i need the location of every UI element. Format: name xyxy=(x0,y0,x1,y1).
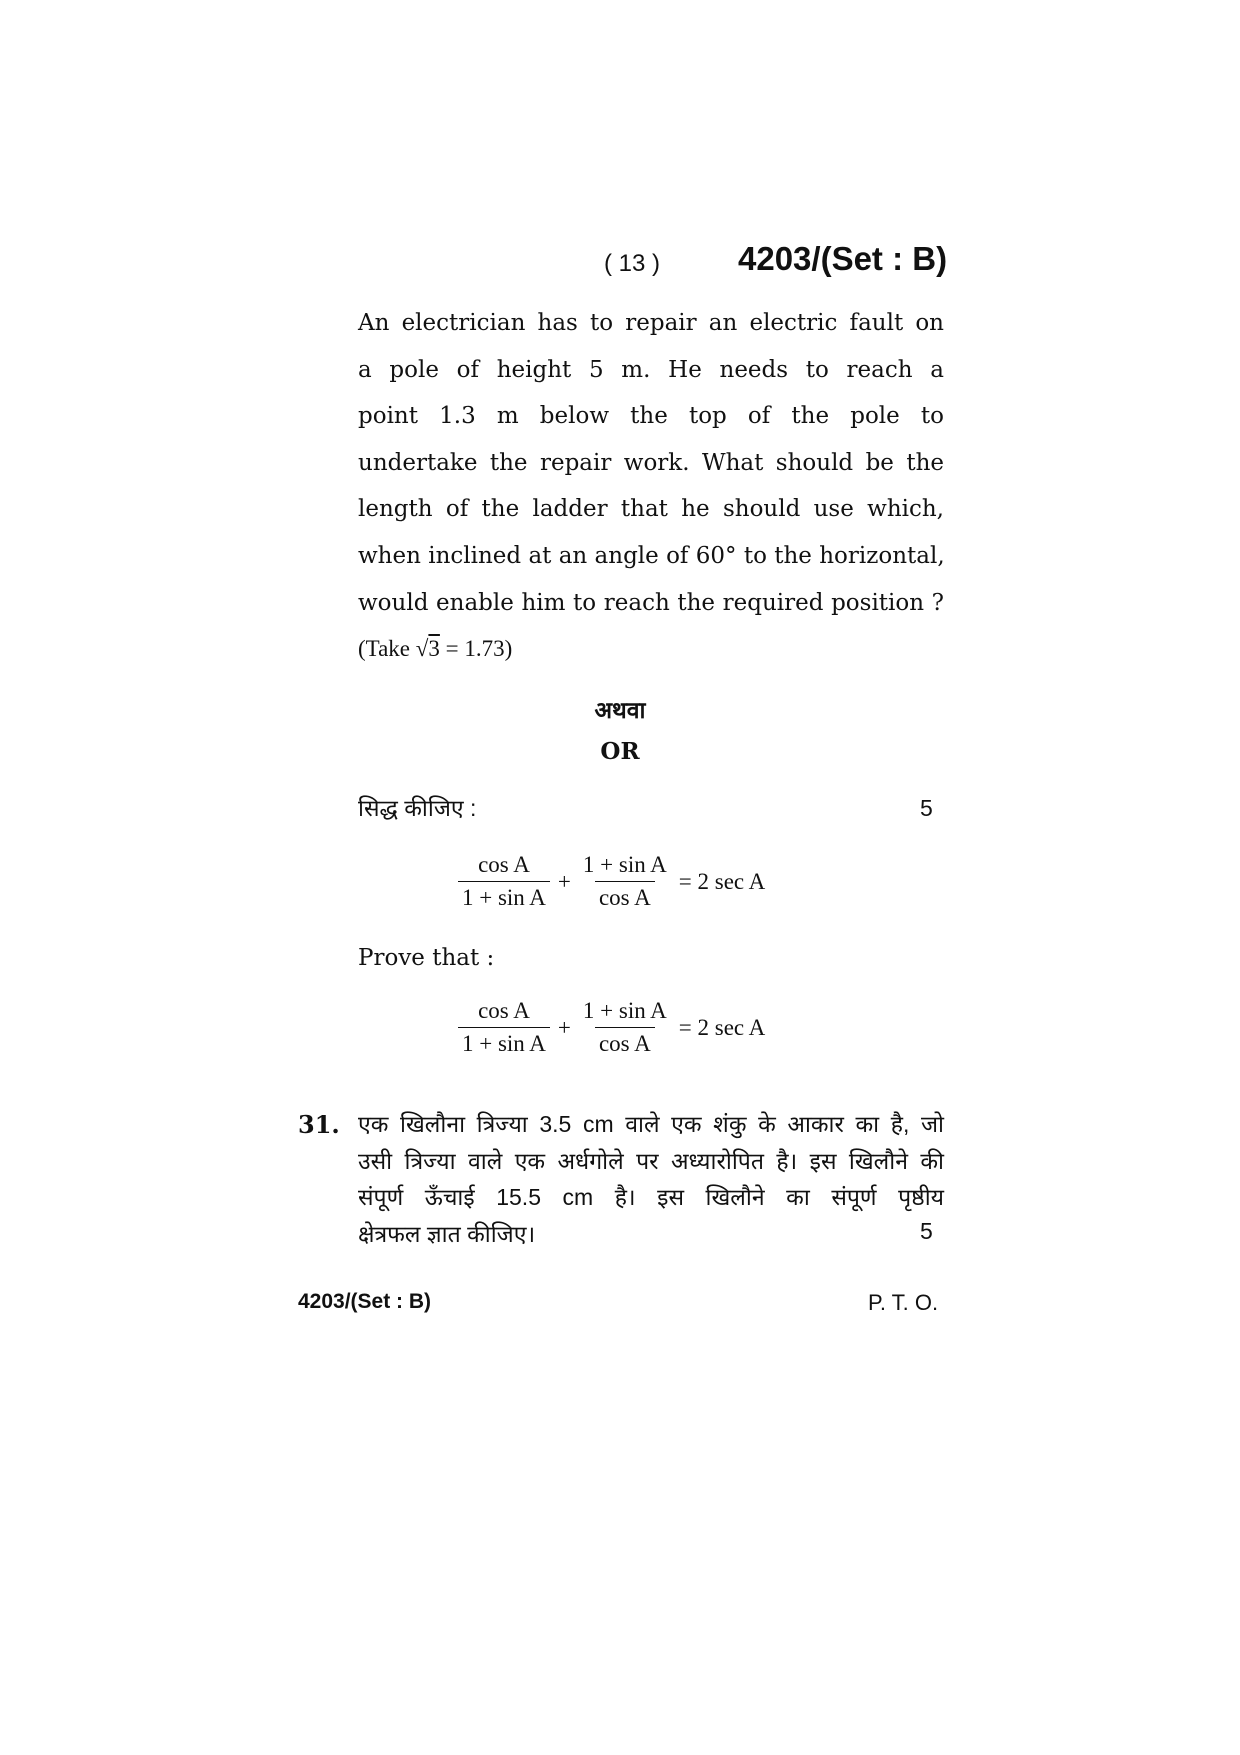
or-english: OR xyxy=(600,738,640,765)
marks-label: 5 xyxy=(920,795,933,821)
fraction-numerator: cos A xyxy=(478,998,530,1023)
radicand: 3 xyxy=(428,636,440,662)
problem-line: point 1.3 m below the top of the pole to xyxy=(358,403,944,430)
question-line: क्षेत्रफल ज्ञात कीजिए। xyxy=(358,1220,536,1247)
sqrt-hint xyxy=(358,626,944,673)
fraction-numerator: 1 + sin A xyxy=(582,998,667,1023)
prove-english-label: Prove that : xyxy=(358,945,495,971)
equation-rhs: = 2 sec A xyxy=(678,1014,766,1040)
question-line: संपूर्ण ऊँचाई 15.5 cm है। इस खिलौने का संपूर्ण पृष्ठीय xyxy=(358,1184,944,1211)
problem-line: would enable him to reach the required position ? xyxy=(358,589,944,616)
problem-line: An electrician has to repair an electric fault on xyxy=(358,310,944,336)
hint-suffix: = 1.73) xyxy=(439,636,513,662)
question-31-text xyxy=(358,1106,944,1252)
root-symbol: √ xyxy=(415,636,429,662)
problem-line: length of the ladder that he should use which, xyxy=(358,496,944,523)
fraction-2 xyxy=(577,852,673,911)
problem-line: a pole of height 5 m. He needs to reach a xyxy=(358,356,944,383)
fraction-1 xyxy=(456,998,552,1057)
fraction-numerator: cos A xyxy=(478,852,530,877)
fraction-denominator: 1 + sin A xyxy=(458,881,550,911)
footer-pto: P. T. O. xyxy=(868,1290,939,1315)
plus-sign: + xyxy=(557,1014,571,1040)
fraction-denominator: 1 + sin A xyxy=(458,1027,550,1057)
problem-30-text xyxy=(358,300,944,673)
set-code-header: 4203/(Set : B) xyxy=(738,240,948,277)
identity-equation xyxy=(456,998,771,1057)
question-number: 31. xyxy=(298,1110,340,1139)
fraction-1 xyxy=(456,852,552,911)
equation-rhs: = 2 sec A xyxy=(678,868,766,894)
plus-sign: + xyxy=(557,868,571,894)
fraction-numerator: 1 + sin A xyxy=(582,852,667,877)
problem-line: undertake the repair work. What should be the xyxy=(358,449,944,476)
prove-hindi-label: सिद्ध कीजिए : xyxy=(358,795,477,821)
problem-line: when inclined at an angle of 60° to the horizontal, xyxy=(358,542,945,569)
fraction-2 xyxy=(577,998,673,1057)
question-line: उसी त्रिज्या वाले एक अर्धगोले पर अध्यारोपित है। इस खिलौने की xyxy=(358,1147,944,1174)
or-hindi: अथवा xyxy=(594,697,646,723)
page-number: ( 13 ) xyxy=(604,250,661,277)
footer-set-code: 4203/(Set : B) xyxy=(298,1290,432,1313)
hint-prefix: (Take xyxy=(358,636,416,662)
fraction-denominator: cos A xyxy=(595,881,655,911)
marks-label: 5 xyxy=(920,1218,933,1244)
question-line: एक खिलौना त्रिज्या 3.5 cm वाले एक शंकु के आकार का है, जो xyxy=(358,1111,944,1137)
fraction-denominator: cos A xyxy=(595,1027,655,1057)
identity-equation xyxy=(456,852,771,911)
